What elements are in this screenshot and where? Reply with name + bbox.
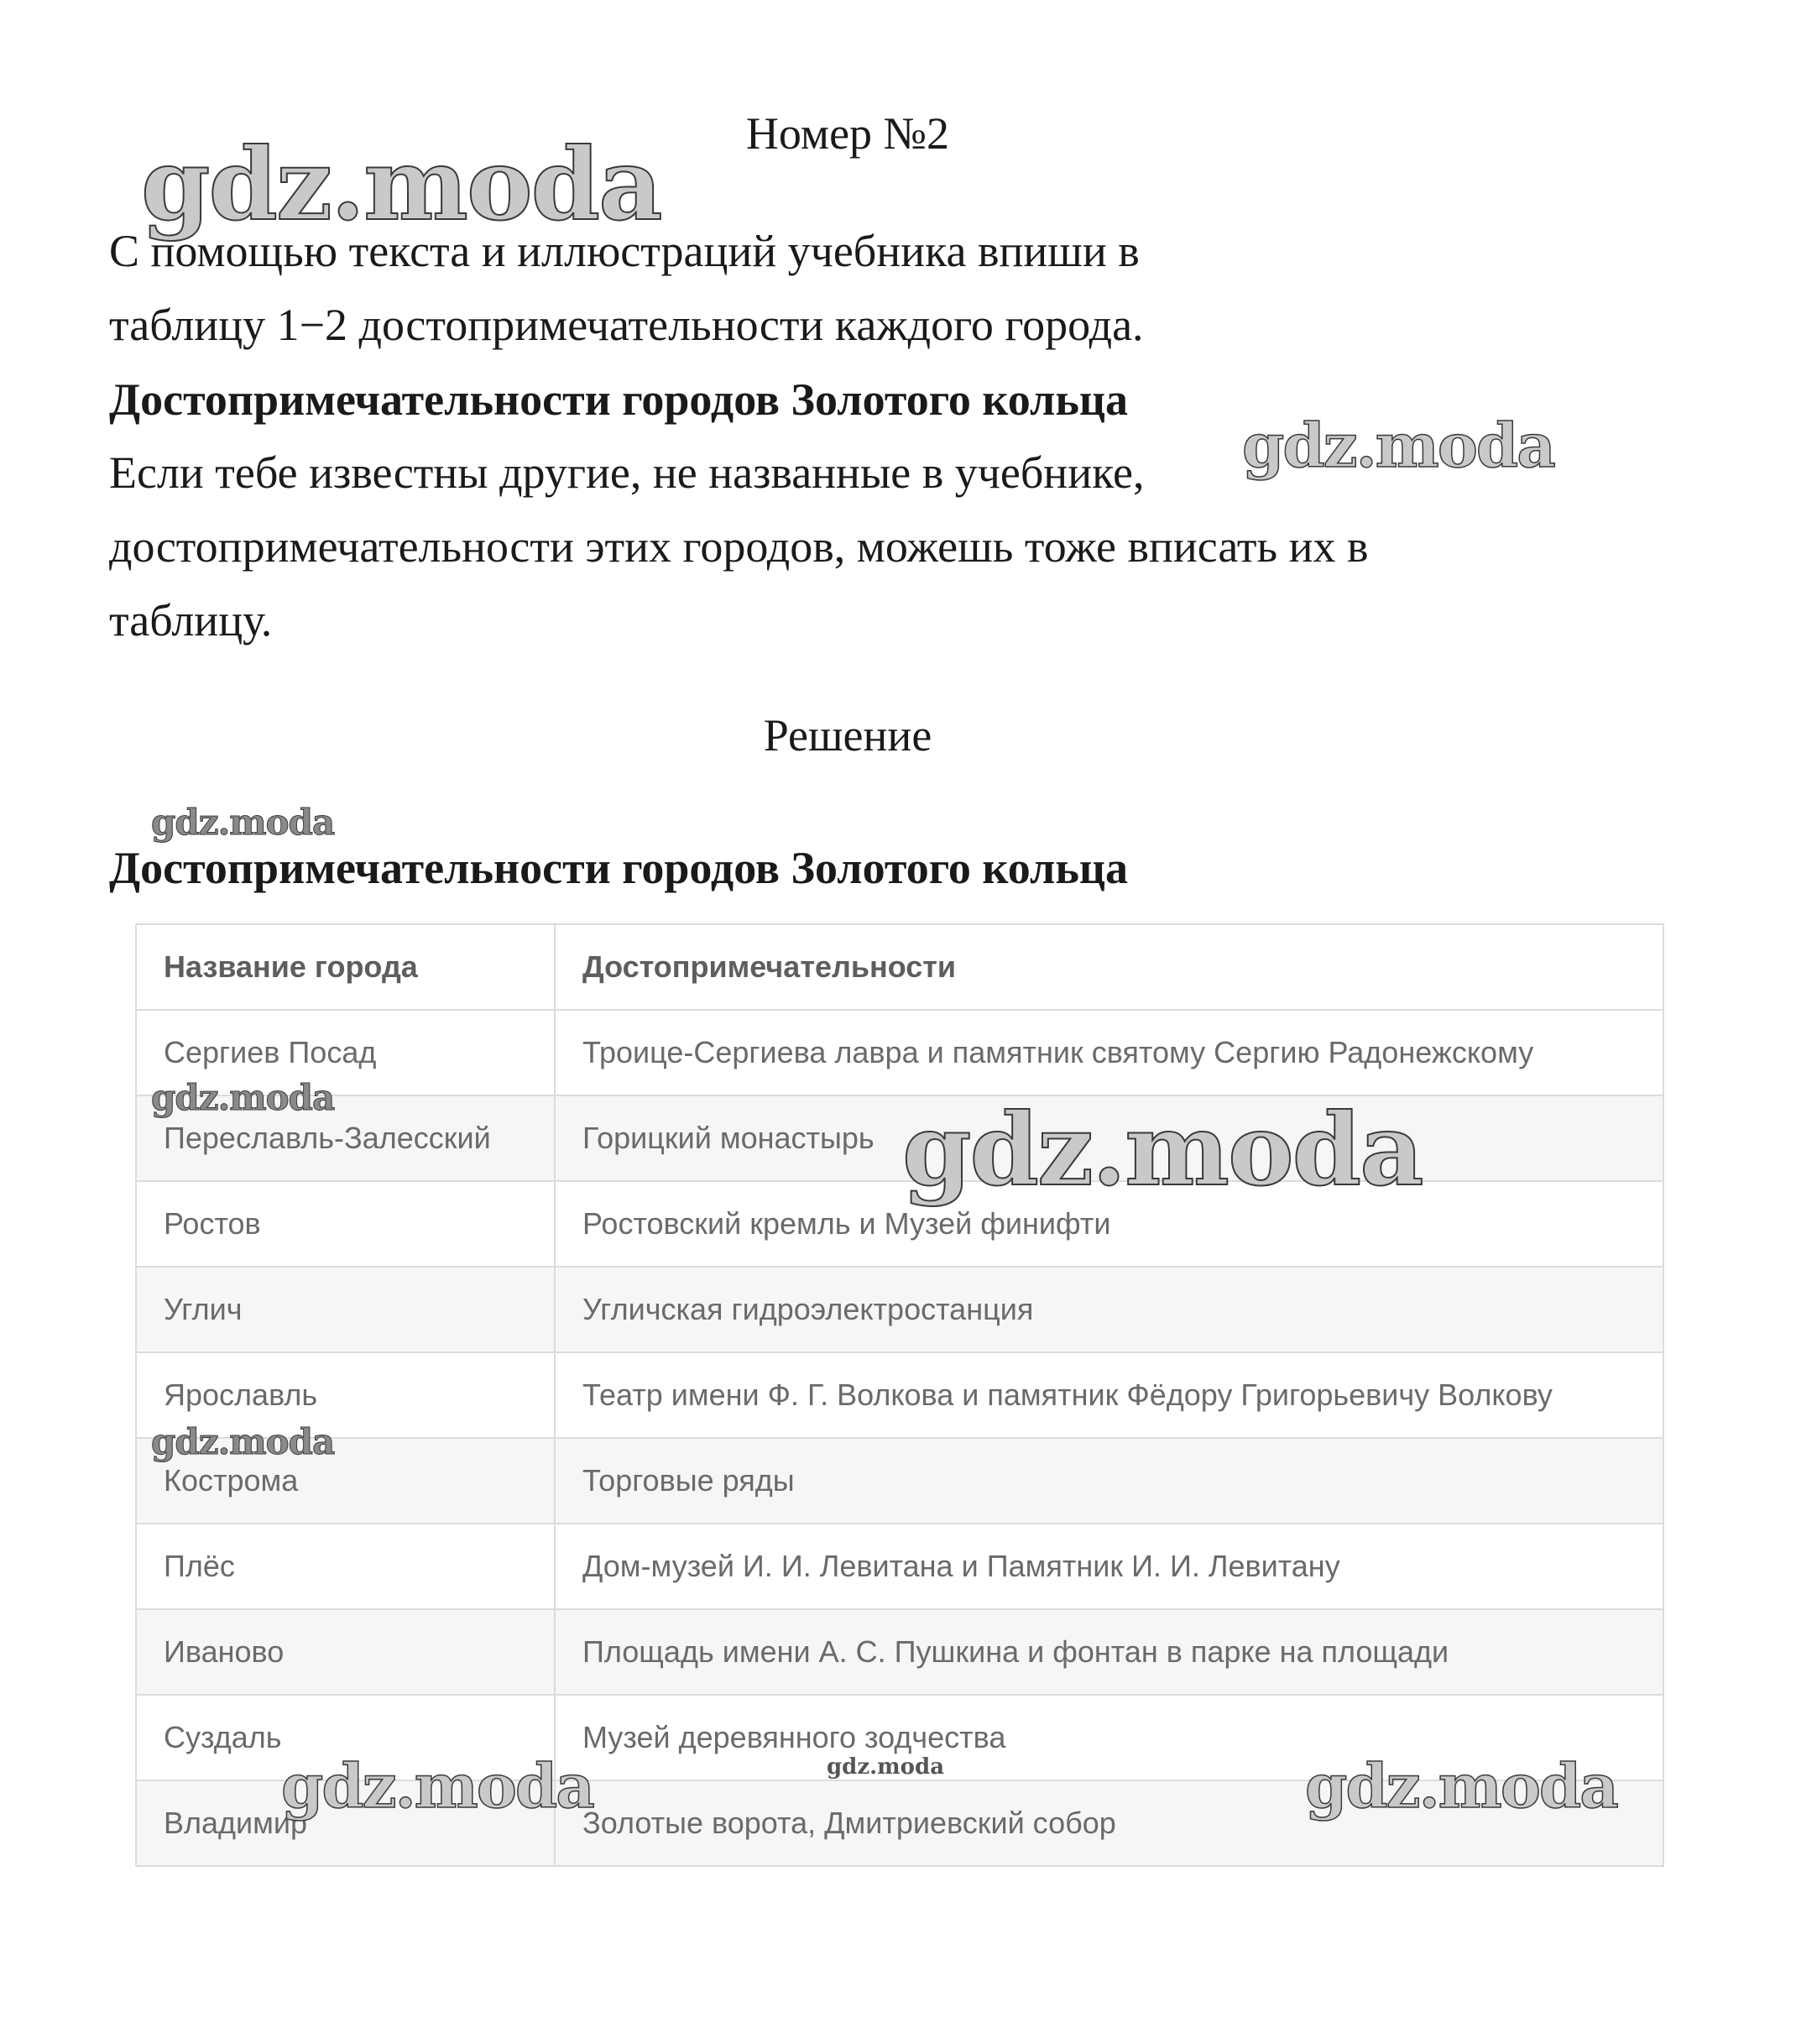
watermark: gdz.moda bbox=[1305, 1750, 1617, 1822]
watermark: gdz.moda bbox=[281, 1750, 593, 1822]
table-row bbox=[136, 1524, 1663, 1609]
sight-cell: Ростовский кремль и Музей финифти bbox=[555, 1181, 1663, 1267]
watermark: gdz.moda bbox=[141, 126, 661, 243]
city-cell: Кострома bbox=[136, 1438, 555, 1524]
task-title: Номер №2 bbox=[745, 108, 950, 159]
sight-cell: Музей деревянного зодчества bbox=[555, 1695, 1663, 1780]
watermark: gdz.moda bbox=[902, 1091, 1423, 1208]
task-extra-text bbox=[109, 436, 1369, 657]
watermark: gdz.moda bbox=[151, 1421, 335, 1462]
table-row bbox=[136, 1267, 1663, 1352]
city-cell: Ярославль bbox=[136, 1352, 555, 1438]
task-text-line-1: С помощью текста и иллюстраций учебника впиши в bbox=[109, 226, 1140, 276]
sight-cell: Торговые ряды bbox=[555, 1438, 1663, 1524]
header-city: Название города bbox=[136, 924, 555, 1010]
task-text-line-2: таблицу 1−2 достопримечательности каждого города. bbox=[109, 300, 1144, 350]
table-header-row bbox=[136, 924, 1663, 1010]
extra-text-line-2: достопримечательности этих городов, можешь тоже вписать их в bbox=[109, 521, 1369, 572]
table-row bbox=[136, 1695, 1663, 1780]
table-row bbox=[136, 1181, 1663, 1267]
sight-cell: Золотые ворота, Дмитриевский собор bbox=[555, 1780, 1663, 1866]
table-row bbox=[136, 1095, 1663, 1181]
city-cell: Суздаль bbox=[136, 1695, 555, 1780]
city-cell: Углич bbox=[136, 1267, 555, 1352]
watermark: gdz.moda bbox=[1242, 410, 1554, 481]
table-row bbox=[136, 1438, 1663, 1524]
city-cell: Владимир bbox=[136, 1780, 555, 1866]
watermark: gdz.moda bbox=[151, 1077, 335, 1118]
table-row bbox=[136, 1609, 1663, 1695]
task-table-caption: Достопримечательности городов Золотого кольца bbox=[109, 374, 1129, 425]
solution-table-caption: Достопримечательности городов Золотого кольца bbox=[109, 843, 1129, 893]
city-cell: Ростов bbox=[136, 1181, 555, 1267]
sight-cell: Горицкий монастырь bbox=[555, 1095, 1663, 1181]
sight-cell: Театр имени Ф. Г. Волкова и памятник Фёдору Григорьевичу Волкову bbox=[555, 1352, 1663, 1438]
extra-text-line-3: таблицу. bbox=[109, 595, 273, 646]
city-cell: Плёс bbox=[136, 1524, 555, 1609]
watermark: gdz.moda bbox=[151, 802, 335, 843]
header-sights: Достопримечательности bbox=[555, 924, 1663, 1010]
extra-text-line-1: Если тебе известны другие, не названные в учебнике, bbox=[109, 447, 1145, 498]
watermark: gdz.moda bbox=[827, 1754, 945, 1780]
task-text bbox=[109, 214, 1144, 362]
city-cell: Переславль-Залесский bbox=[136, 1095, 555, 1181]
sight-cell: Троице-Сергиева лавра и памятник святому Сергию Радонежскому bbox=[555, 1010, 1663, 1095]
city-cell: Иваново bbox=[136, 1609, 555, 1695]
solution-title: Решение bbox=[763, 710, 932, 761]
sight-cell: Дом-музей И. И. Левитана и Памятник И. И. Левитану bbox=[555, 1524, 1663, 1609]
sight-cell: Площадь имени А. С. Пушкина и фонтан в парке на площади bbox=[555, 1609, 1663, 1695]
sights-table bbox=[135, 923, 1664, 1867]
table-row bbox=[136, 1010, 1663, 1095]
city-cell: Сергиев Посад bbox=[136, 1010, 555, 1095]
sight-cell: Угличская гидроэлектростанция bbox=[555, 1267, 1663, 1352]
table-row bbox=[136, 1780, 1663, 1866]
table-row bbox=[136, 1352, 1663, 1438]
